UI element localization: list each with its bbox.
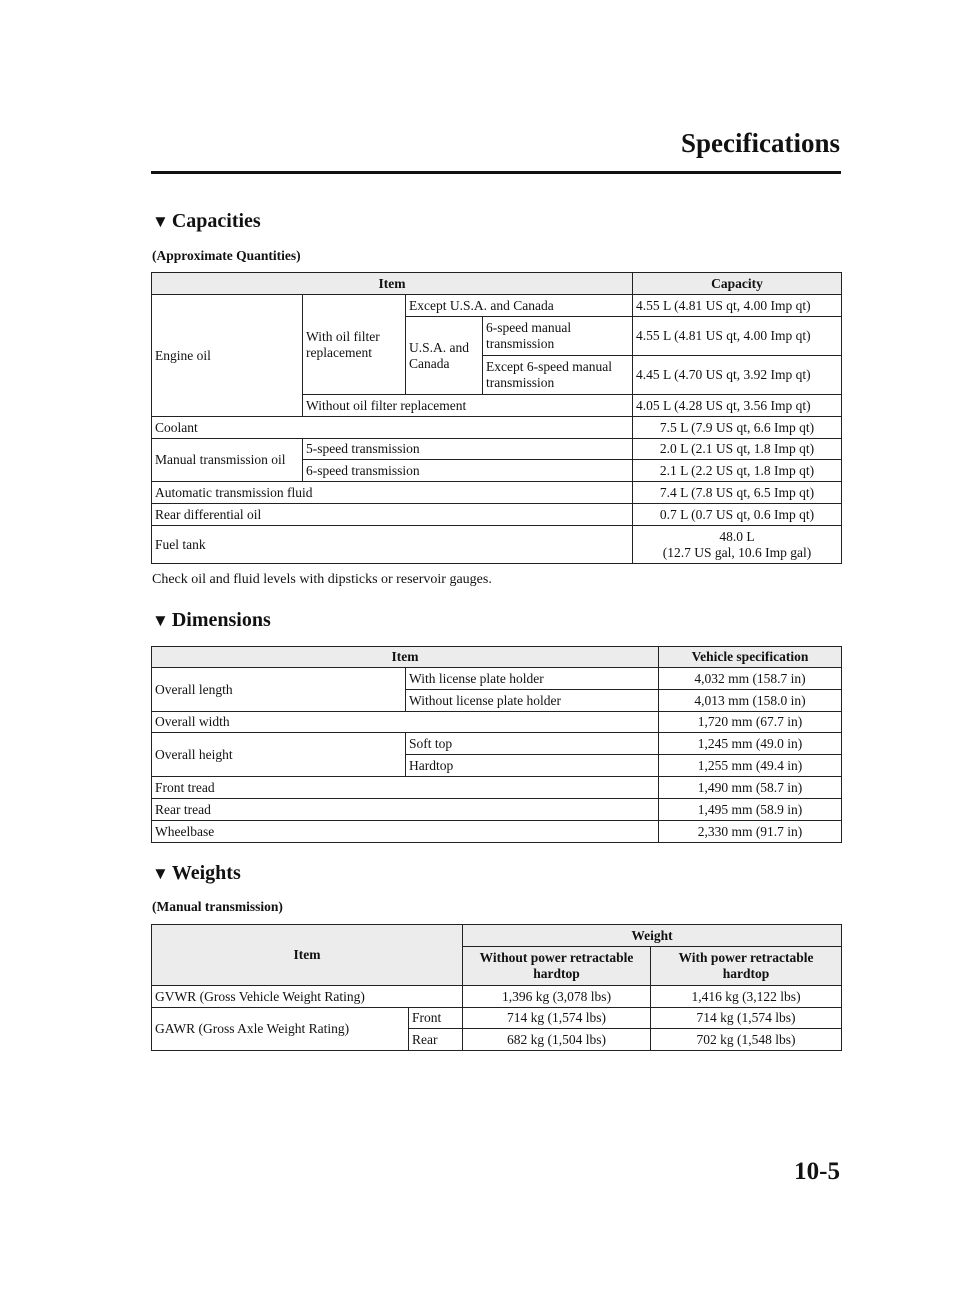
cell <box>633 526 842 564</box>
cell: With oil filter replacement <box>303 295 406 395</box>
cell: 4.55 L (4.81 US qt, 4.00 Imp qt) <box>633 317 842 356</box>
cell: 1,245 mm (49.0 in) <box>659 733 842 755</box>
cell: 4,013 mm (158.0 in) <box>659 690 842 712</box>
cell: 1,396 kg (3,078 lbs) <box>463 986 651 1008</box>
cell: GAWR (Gross Axle Weight Rating) <box>152 1008 409 1051</box>
cell: 7.4 L (7.8 US qt, 6.5 Imp qt) <box>633 482 842 504</box>
col-spec: Vehicle specification <box>659 647 842 668</box>
cell: With license plate holder <box>406 668 659 690</box>
title-rule <box>151 171 841 174</box>
cell: Coolant <box>152 417 633 439</box>
cell: Except 6-speed manual transmission <box>483 356 633 395</box>
cell: Rear differential oil <box>152 504 633 526</box>
cell: 1,495 mm (58.9 in) <box>659 799 842 821</box>
cell: 5-speed transmission <box>303 439 633 460</box>
fuel-liters: 48.0 L <box>719 528 755 544</box>
capacities-table <box>151 272 842 564</box>
cell: Automatic transmission fluid <box>152 482 633 504</box>
weights-subtitle: (Manual transmission) <box>152 899 283 914</box>
dimensions-table <box>151 646 842 843</box>
cell: GVWR (Gross Vehicle Weight Rating) <box>152 986 463 1008</box>
col-weight: Weight <box>463 925 842 947</box>
triangle-icon: ▼ <box>152 212 169 231</box>
cell: Overall width <box>152 712 659 733</box>
cell: 4.45 L (4.70 US qt, 3.92 Imp qt) <box>633 356 842 395</box>
cell: Soft top <box>406 733 659 755</box>
triangle-icon: ▼ <box>152 864 169 883</box>
cell: 1,255 mm (49.4 in) <box>659 755 842 777</box>
cell: Without oil filter replacement <box>303 395 633 417</box>
col-with: With power retractable hardtop <box>651 947 842 986</box>
cell: Overall height <box>152 733 406 777</box>
heading-text: Weights <box>171 862 241 884</box>
cell: 702 kg (1,548 lbs) <box>651 1029 842 1051</box>
cell: Except U.S.A. and Canada <box>406 295 633 317</box>
cell: 2,330 mm (91.7 in) <box>659 821 842 843</box>
col-item: Item <box>152 925 463 986</box>
cell: Without license plate holder <box>406 690 659 712</box>
heading-text: Dimensions <box>171 609 271 631</box>
cell: 682 kg (1,504 lbs) <box>463 1029 651 1051</box>
cell: 4,032 mm (158.7 in) <box>659 668 842 690</box>
cell: Rear <box>409 1029 463 1051</box>
cell: 714 kg (1,574 lbs) <box>651 1008 842 1029</box>
cell: Engine oil <box>152 295 303 417</box>
cell: 2.1 L (2.2 US qt, 1.8 Imp qt) <box>633 460 842 482</box>
cell: 0.7 L (0.7 US qt, 0.6 Imp qt) <box>633 504 842 526</box>
section-heading-weights <box>152 862 241 885</box>
page-number: 10-5 <box>794 1158 840 1185</box>
cell: Front tread <box>152 777 659 799</box>
cell: 714 kg (1,574 lbs) <box>463 1008 651 1029</box>
cell: Hardtop <box>406 755 659 777</box>
cell: Rear tread <box>152 799 659 821</box>
cell: 6-speed transmission <box>303 460 633 482</box>
cell: 1,416 kg (3,122 lbs) <box>651 986 842 1008</box>
cell: 1,490 mm (58.7 in) <box>659 777 842 799</box>
section-heading-dimensions <box>152 609 271 632</box>
col-item: Item <box>152 647 659 668</box>
capacities-note: Check oil and fluid levels with dipsticks or reservoir gauges. <box>152 572 492 587</box>
cell: 2.0 L (2.1 US qt, 1.8 Imp qt) <box>633 439 842 460</box>
cell: Manual transmission oil <box>152 439 303 482</box>
triangle-icon: ▼ <box>152 611 169 630</box>
page-title: Specifications <box>681 128 840 158</box>
col-item: Item <box>152 273 633 295</box>
cell: Overall length <box>152 668 406 712</box>
cell: 1,720 mm (67.7 in) <box>659 712 842 733</box>
cell: Fuel tank <box>152 526 633 564</box>
capacities-subtitle: (Approximate Quantities) <box>152 248 301 263</box>
cell: 7.5 L (7.9 US qt, 6.6 Imp qt) <box>633 417 842 439</box>
col-capacity: Capacity <box>633 273 842 295</box>
section-heading-capacities <box>152 210 261 233</box>
weights-table <box>151 924 842 1051</box>
cell: Front <box>409 1008 463 1029</box>
cell: U.S.A. and Canada <box>406 317 483 395</box>
heading-text: Capacities <box>171 210 261 232</box>
cell: 4.05 L (4.28 US qt, 3.56 Imp qt) <box>633 395 842 417</box>
col-without: Without power retractable hardtop <box>463 947 651 986</box>
cell: 4.55 L (4.81 US qt, 4.00 Imp qt) <box>633 295 842 317</box>
fuel-gallons: (12.7 US gal, 10.6 Imp gal) <box>662 544 812 560</box>
cell: 6-speed manual transmission <box>483 317 633 356</box>
cell: Wheelbase <box>152 821 659 843</box>
